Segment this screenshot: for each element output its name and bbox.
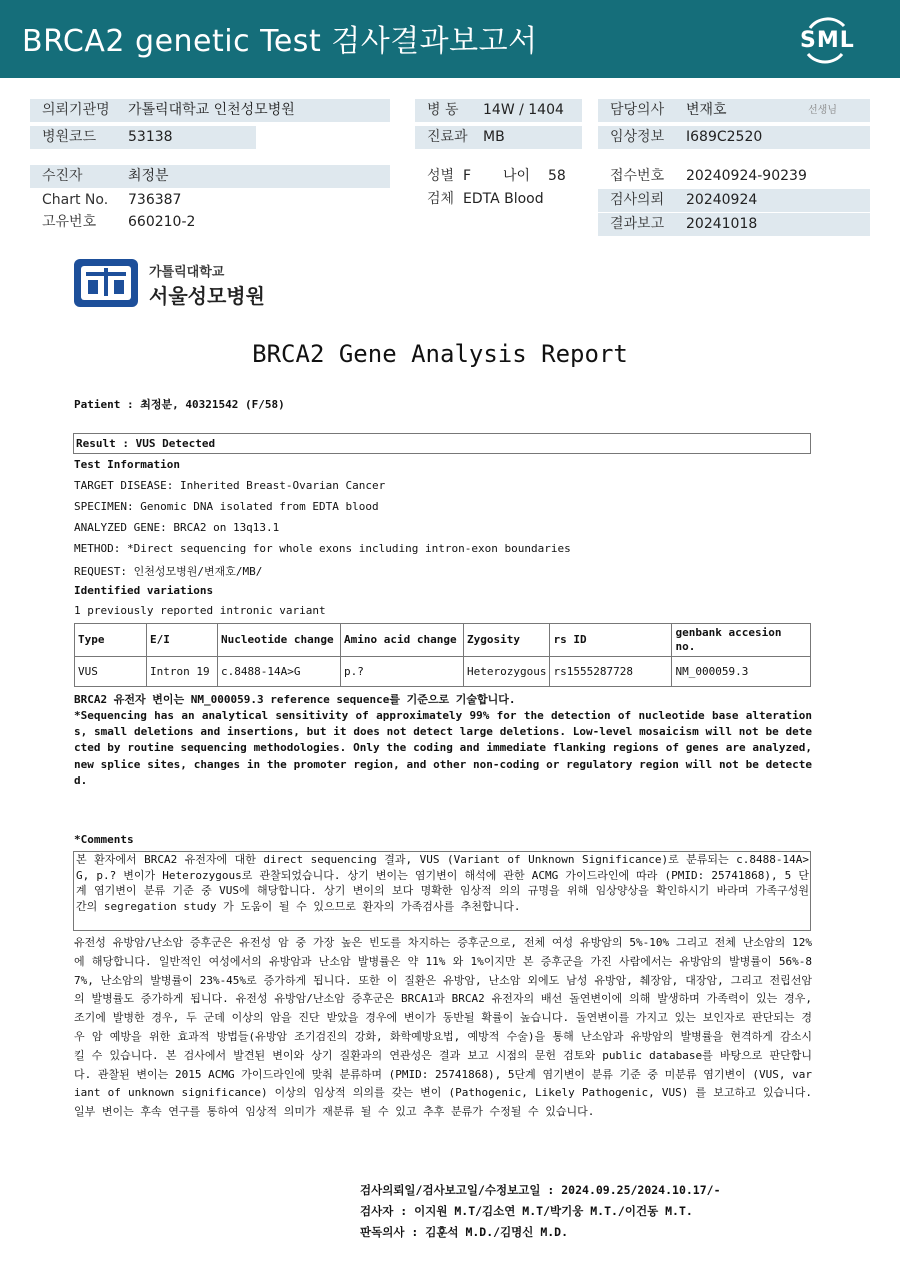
doctor-label: 담당의사: [610, 102, 665, 118]
hospital-name-small: 가톨릭대학교: [149, 265, 225, 280]
hospital-emblem-icon: [73, 258, 139, 308]
header-ei: E/I: [147, 624, 218, 657]
sensitivity-note: *Sequencing has an analytical sensitivity of approximately 99% for the detection of nucleotide base alterations, small deletions and insertions, but it does not detect large deletions. Low-level mosaicism will not be detected by routine sequencing methodologies. Only the coding and immediate flanking regions of genes are analyzed, new splice sites, changes in the promoter region, and other non-coding or regulatory region will not be detected.: [74, 709, 812, 787]
hospital-code-value: 53138: [128, 129, 173, 145]
unique-label: 고유번호: [42, 214, 97, 230]
comment-body: 유전성 유방암/난소암 증후군은 유전성 암 중 가장 높은 빈도를 차지하는 증후군으로, 전체 여성 유방암의 5%-10% 그리고 전체 난소암의 12%에 해당합니다. 일반적인 여성에서의 유방암과 난소암 발병률은 약 11% 와 1%이지만 본 증후군을 가진 사람에서는 유방암의 발병률이 56%-87%, 난소암의 발병률이 23%-45%로 증가하게 됩니다. 또한 이 질환은 유방암, 난소암 외에도 남성 유방암, 췌장암, 대장암, 그리고 전립선암의 발병률도 증가하게 됩니다. 유전성 유방암/난소암 증후군은 BRCA1과 BRCA2 유전자의 배선 돌연변이에 의해 발생하며 가족력이 있는 경우, 조기에 발병한 경우, 두 군데 이상의 암을 진단 받았을 경우에 변이가 동반될 확률이 높습니다. 돌연변이를 가지고 있는 보인자로 판단되는 경우 암 예방을 위한 효과적 방법들(유방암 조기검진의 강화, 화학예방요법, 예방적 수술)을 통해 난소암과 유방암의 발병률을 현격하게 감소시킬 수 있습니다. 본 검사에서 발견된 변이와 상기 질환과의 연관성은 결과 보고 시점의 문헌 검토와 public database를 바탕으로 판단합니다. 관찰된 변이는 2015 ACMG 가이드라인에 맞춰 분류하며 (PMID: 25741868), 5단계 염기변이 분류 기준 중 미분류 염기변이 (VUS, variant of unknown significance) 이상의 임상적 의의를 갖는 변이 (Pathogenic, Likely Pathogenic, VUS) 를 보고하고 있습니다. 일부 변이는 후속 연구를 통하여 임상적 의미가 재분류 될 수 있고 추후 분류가 수정될 수 있습니다.: [74, 936, 812, 1119]
report-date-row: [598, 213, 870, 236]
institution-row: [30, 99, 390, 122]
comment-box-text: 본 환자에서 BRCA2 유전자에 대한 direct sequencing 결과, VUS (Variant of Unknown Significance)로 분류되는 c.8488-14A>G, p.? 변이가 Heterozygous로 관찰되었습니다. 상기 변이는 염기변이 해석에 관한 ACMG 가이드라인에 따라 (PMID: 25741868), 5 단계 염기변이 분류 기준 중 VUS에 해당합니다. 상기 변이의 보다 명확한 임상적 의의 규명을 위해 임상양상을 확인하시기 바라며 가족구성원 간의 segregation study 가 도움이 될 수 있으므로 환자의 가족검사를 추천합니다.: [76, 853, 809, 913]
cell-rsid: rs1555287728: [550, 657, 672, 687]
cell-zygosity: Heterozygous: [464, 657, 550, 687]
method-line: METHOD: *Direct sequencing for whole exons including intron-exon boundaries: [74, 542, 571, 555]
variant-table-header: [75, 624, 811, 657]
clinical-label: 임상정보: [610, 129, 665, 145]
reference-note: BRCA2 유전자 변이는 NM_000059.3 reference sequence를 기준으로 기술합니다.: [74, 693, 516, 706]
header-amino-acid: Amino acid change: [341, 624, 464, 657]
hospital-name-large: 서울성모병원: [149, 284, 265, 308]
institution-label: 의뢰기관명: [42, 102, 110, 118]
dates-line: 검사의뢰일/검사보고일/수정보고일 : 2024.09.25/2024.10.17/-: [360, 1183, 721, 1197]
result-line: Result : VUS Detected: [76, 437, 216, 450]
report-header: [0, 0, 900, 78]
specimen-line: SPECIMEN: Genomic DNA isolated from EDTA blood: [74, 500, 379, 513]
hospital-logo: [73, 258, 273, 310]
institution-value: 가톨릭대학교 인천성모병원: [128, 102, 295, 118]
analyzed-gene: ANALYZED GENE: BRCA2 on 13q13.1: [74, 521, 280, 534]
logo-text: SML: [800, 28, 855, 53]
department-label: 진료과: [427, 129, 468, 145]
patient-line: Patient : 최정분, 40321542 (F/58): [74, 398, 285, 411]
variant-table: [74, 623, 811, 687]
header-rsid: rs ID: [550, 624, 672, 657]
chart-label: Chart No.: [42, 192, 109, 208]
hospital-code-label: 병원코드: [42, 129, 97, 145]
header-zygosity: Zygosity: [464, 624, 550, 657]
cell-genbank: NM_000059.3: [672, 657, 811, 687]
receipt-label: 접수번호: [610, 168, 665, 184]
ward-label: 병 동: [427, 102, 459, 118]
patient-label: 수진자: [42, 168, 83, 184]
doctor-title: 선생님: [808, 105, 837, 116]
sex-age-row: [415, 165, 582, 188]
header-title: BRCA2 genetic Test 검사결과보고서: [22, 24, 538, 59]
department-row: [415, 126, 582, 149]
chart-value: 736387: [128, 192, 182, 208]
header-nucleotide: Nucleotide change: [218, 624, 341, 657]
sex-label: 성별: [427, 168, 455, 184]
request-date-label: 검사의뢰: [610, 192, 665, 208]
header-genbank: genbank accesion no.: [672, 624, 811, 657]
table-row: [75, 657, 811, 687]
cell-type: VUS: [75, 657, 147, 687]
ward-value: 14W / 1404: [483, 102, 564, 118]
age-label: 나이: [503, 168, 531, 184]
receipt-row: [598, 165, 870, 188]
age-value: 58: [548, 168, 566, 184]
variant-summary: 1 previously reported intronic variant: [74, 604, 326, 617]
patient-row: [30, 165, 390, 188]
cell-ei: Intron 19: [147, 657, 218, 687]
report-date-value: 20241018: [686, 216, 758, 232]
request-line: REQUEST: 인천성모병원/변재호/MB/: [74, 565, 263, 578]
sml-logo: [800, 14, 855, 66]
target-disease: TARGET DISEASE: Inherited Breast-Ovarian Cancer: [74, 479, 386, 492]
examiners-line: 검사자 : 이지원 M.T/김소연 M.T/박기웅 M.T./이건동 M.T.: [360, 1204, 693, 1218]
report-title: BRCA2 Gene Analysis Report: [252, 340, 628, 368]
comments-heading: *Comments: [74, 833, 134, 846]
ward-row: [415, 99, 582, 122]
doctor-row: [598, 99, 870, 122]
specimen-row: [415, 188, 582, 211]
readers-line: 판독의사 : 김훈석 M.D./김명신 M.D.: [360, 1225, 569, 1239]
request-date-row: [598, 189, 870, 212]
request-date-value: 20240924: [686, 192, 758, 208]
specimen-value: EDTA Blood: [463, 191, 544, 207]
cell-nucleotide: c.8488-14A>G: [218, 657, 341, 687]
cell-amino-acid: p.?: [341, 657, 464, 687]
identified-heading: Identified variations: [74, 584, 214, 597]
sex-value: F: [463, 168, 472, 184]
header-type: Type: [75, 624, 147, 657]
test-info-heading: Test Information: [74, 458, 180, 471]
unique-value: 660210-2: [128, 214, 196, 230]
clinical-row: [598, 126, 870, 149]
doctor-value: 변재호: [686, 102, 727, 118]
specimen-label: 검체: [427, 191, 455, 207]
clinical-value: I689C2520: [686, 129, 763, 145]
unique-row: [30, 211, 390, 234]
patient-value: 최정분: [128, 168, 169, 184]
chart-row: [30, 189, 390, 212]
report-date-label: 결과보고: [610, 216, 665, 232]
receipt-value: 20240924-90239: [686, 168, 807, 184]
hospital-code-row: [30, 126, 256, 149]
department-value: MB: [483, 129, 505, 145]
